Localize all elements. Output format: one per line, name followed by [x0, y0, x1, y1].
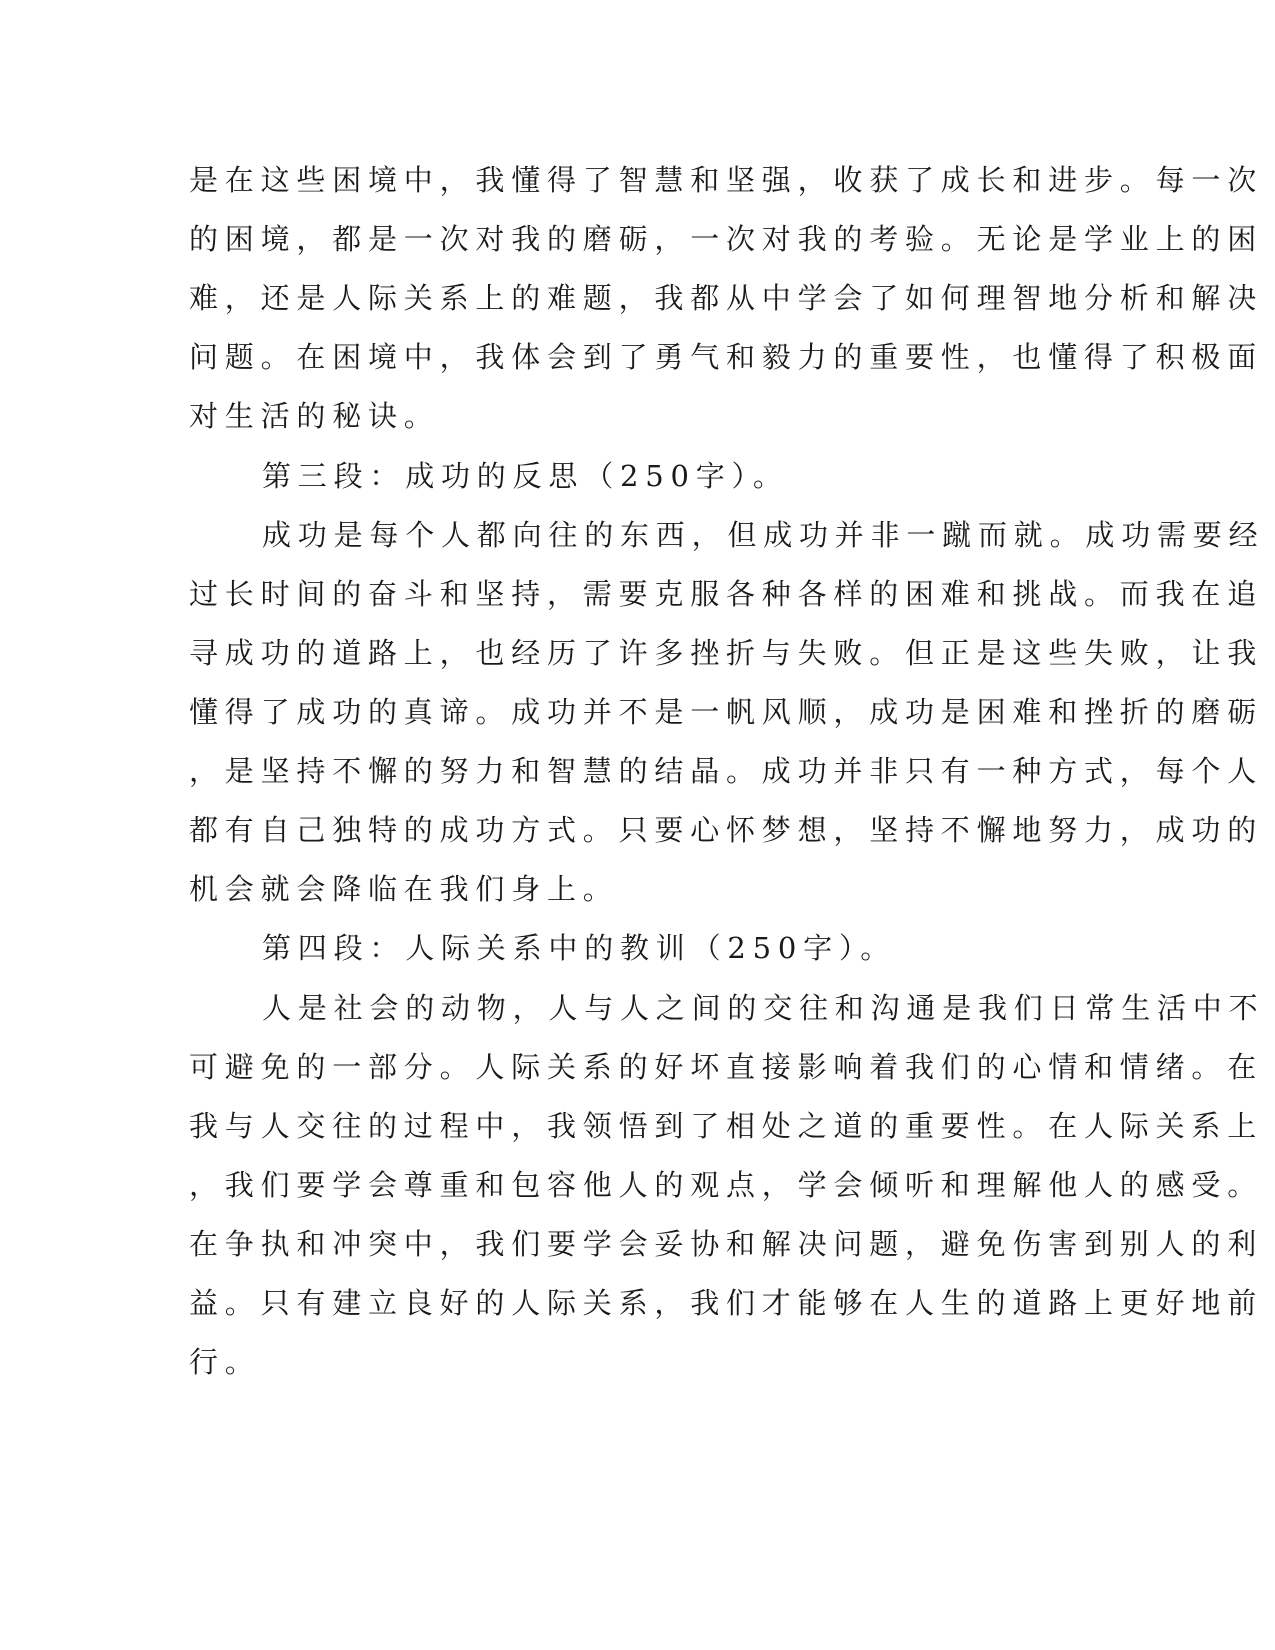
paragraph-line: 在争执和冲突中，我们要学会妥协和解决问题，避免伤害到别人的利 — [189, 1227, 1264, 1261]
paragraph-line: ，我们要学会尊重和包容他人的观点，学会倾听和理解他人的感受。 — [189, 1168, 1264, 1202]
paragraph-line: 益。只有建立良好的人际关系，我们才能够在人生的道路上更好地前 — [189, 1286, 1264, 1320]
paragraph-line: 可避免的一部分。人际关系的好坏直接影响着我们的心情和情绪。在 — [189, 1050, 1264, 1084]
section-heading: 第三段：成功的反思（250字）。 — [262, 459, 789, 493]
paragraph-line: 过长时间的奋斗和坚持，需要克服各种各样的困难和挑战。而我在追 — [189, 577, 1264, 611]
paragraph-line: 行。 — [189, 1345, 261, 1379]
paragraph-line: 我与人交往的过程中，我领悟到了相处之道的重要性。在人际关系上 — [189, 1109, 1264, 1143]
paragraph-line: 问题。在困境中，我体会到了勇气和毅力的重要性，也懂得了积极面 — [189, 340, 1264, 374]
paragraph-line: 机会就会降临在我们身上。 — [189, 872, 619, 906]
paragraph-line: 难，还是人际关系上的难题，我都从中学会了如何理智地分析和解决 — [189, 281, 1264, 315]
paragraph-line: 都有自己独特的成功方式。只要心怀梦想，坚持不懈地努力，成功的 — [189, 813, 1264, 847]
paragraph-line: ，是坚持不懈的努力和智慧的结晶。成功并非只有一种方式，每个人 — [189, 754, 1264, 788]
paragraph-line: 寻成功的道路上，也经历了许多挫折与失败。但正是这些失败，让我 — [189, 636, 1264, 670]
paragraph-line: 对生活的秘诀。 — [189, 399, 440, 433]
section-heading: 第四段：人际关系中的教训（250字）。 — [262, 931, 897, 965]
paragraph-line: 成功是每个人都向往的东西，但成功并非一蹴而就。成功需要经 — [262, 518, 1265, 552]
paragraph-line: 人是社会的动物，人与人之间的交往和沟通是我们日常生活中不 — [262, 991, 1265, 1025]
paragraph-line: 的困境，都是一次对我的磨砺，一次对我的考验。无论是学业上的困 — [189, 222, 1264, 256]
paragraph-line: 懂得了成功的真谛。成功并不是一帆风顺，成功是困难和挫折的磨砺 — [189, 695, 1264, 729]
paragraph-line: 是在这些困境中，我懂得了智慧和坚强，收获了成长和进步。每一次 — [189, 163, 1264, 197]
